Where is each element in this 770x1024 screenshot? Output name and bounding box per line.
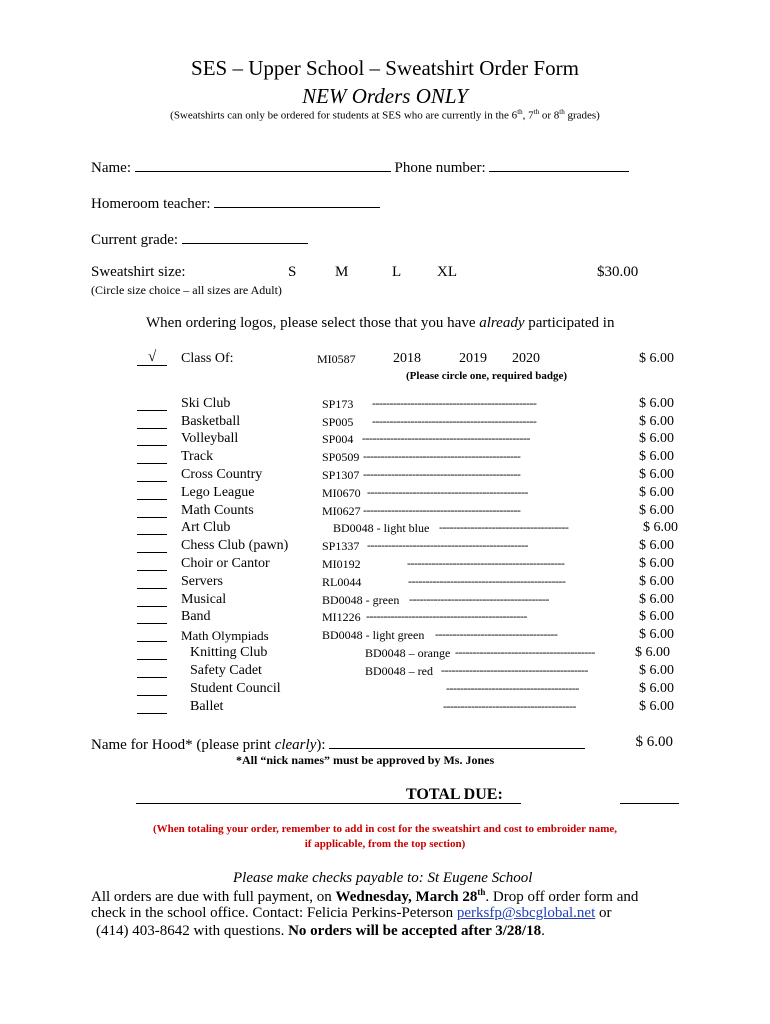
logo-price: $ 6.00 (635, 645, 670, 660)
size-label: Sweatshirt size: (91, 264, 186, 280)
logo-code: SP173 (322, 397, 354, 411)
logo-leader: ---------------------------------------- (409, 592, 549, 606)
logo-row-musical (0, 592, 770, 610)
form-subtitle: NEW Orders ONLY (302, 84, 468, 108)
logo-code: SP1307 (322, 468, 360, 482)
logo-row-volleyball (0, 431, 770, 449)
logo-name: Art Club (181, 520, 231, 535)
name-field (91, 157, 629, 177)
logo-row-track (0, 449, 770, 467)
size-price: $30.00 (597, 264, 639, 280)
logo-row-lego-league (0, 485, 770, 503)
phone-blank[interactable] (489, 157, 629, 172)
form-title: SES – Upper School – Sweatshirt Order Form (191, 56, 579, 80)
logo-leader: -------------------------------------- (443, 699, 576, 713)
logo-price: $ 6.00 (639, 538, 674, 553)
logo-checkbox[interactable] (137, 481, 167, 482)
logo-code: SP004 (322, 432, 354, 446)
logo-price: $ 6.00 (639, 396, 674, 411)
size-option-s[interactable]: S (288, 264, 297, 280)
hood-price: $ 6.00 (635, 734, 673, 750)
logo-checkbox[interactable] (137, 677, 167, 678)
contact-line: check in the school office. Contact: Felicia Perkins-Peterson perksfp@sbcglobal.net or (91, 905, 612, 921)
logo-code: BD0048 - green (322, 593, 400, 607)
logo-row-servers (0, 574, 770, 592)
logo-row-safety-cadet (0, 663, 770, 681)
logo-name: Volleyball (181, 431, 239, 446)
logo-name: Choir or Cantor (181, 556, 270, 571)
logo-name: Student Council (190, 681, 281, 696)
logo-code: SP0509 (322, 450, 360, 464)
logo-name: Ballet (190, 699, 224, 714)
logo-row-cross-country (0, 467, 770, 485)
class-of-code: MI0587 (317, 352, 356, 366)
size-option-l[interactable]: L (392, 264, 402, 280)
logo-leader: --------------------------------------------- (407, 556, 565, 570)
logo-price: $ 6.00 (639, 503, 674, 518)
logo-checkbox[interactable] (137, 428, 167, 429)
total-label: TOTAL DUE: (406, 786, 503, 803)
due-date-line: All orders are due with full payment, on Wednesday, March 28th. Drop off order form and (91, 887, 639, 905)
logo-name: Ski Club (181, 396, 231, 411)
logo-checkbox[interactable] (137, 570, 167, 571)
logo-leader: ----------------------------------------------- (372, 396, 537, 410)
logo-checkbox[interactable] (137, 588, 167, 589)
homeroom-field (91, 193, 380, 213)
class-year-2020[interactable]: 2020 (512, 351, 540, 366)
logo-checkbox[interactable] (137, 659, 167, 660)
logo-checkbox[interactable] (137, 410, 167, 411)
class-of-note: (Please circle one, required badge) (406, 370, 567, 382)
logo-name: Knitting Club (190, 645, 268, 660)
hood-note: *All “nick names” must be approved by Ms. Jones (236, 753, 495, 767)
logo-name: Math Olympiads (181, 628, 269, 643)
logo-checkbox[interactable] (137, 499, 167, 500)
total-reminder-2: if applicable, from the top section) (304, 838, 466, 850)
logo-price: $ 6.00 (639, 663, 674, 678)
name-blank[interactable] (135, 157, 391, 172)
logo-name: Cross Country (181, 467, 263, 482)
logo-name: Track (181, 449, 214, 464)
check-mark-icon: √ (148, 349, 157, 365)
logo-code: SP005 (322, 415, 354, 429)
logo-leader: ------------------------------------------ (441, 663, 588, 677)
logo-price: $ 6.00 (639, 414, 674, 429)
homeroom-blank[interactable] (214, 193, 380, 208)
logo-checkbox[interactable] (137, 606, 167, 607)
class-year-2019[interactable]: 2019 (459, 351, 487, 366)
logo-name: Musical (181, 592, 227, 607)
size-note: (Circle size choice – all sizes are Adult) (91, 283, 282, 297)
logo-name: Basketball (181, 414, 241, 429)
logo-leader: --------------------------------------------- (363, 467, 521, 481)
class-of-price: $ 6.00 (639, 351, 674, 366)
logo-checkbox[interactable] (137, 623, 167, 624)
logo-leader: ----------------------------------- (435, 627, 558, 641)
logo-leader: ---------------------------------------------- (366, 609, 527, 623)
logo-row-student-council (0, 681, 770, 699)
logo-name: Band (181, 609, 211, 624)
logo-code: RL0044 (322, 575, 362, 589)
logo-price: $ 6.00 (639, 485, 674, 500)
logo-code: SP1337 (322, 539, 360, 553)
logo-code: BD0048 - light green (322, 628, 425, 642)
contact-email-link[interactable]: perksfp@sbcglobal.net (456, 905, 596, 921)
logo-price: $ 6.00 (639, 681, 674, 696)
logo-price: $ 6.00 (639, 467, 674, 482)
logo-price: $ 6.00 (639, 592, 674, 607)
logo-checkbox[interactable] (137, 713, 167, 714)
total-reminder-1: (When totaling your order, remember to add in cost for the sweatshirt and cost to embroider name, (152, 823, 617, 835)
logo-leader: ------------------------------------- (439, 520, 569, 534)
deadline-line: (414) 403-8642 with questions. No orders will be accepted after 3/28/18. (96, 923, 545, 939)
logo-name: Servers (181, 574, 223, 589)
logo-row-math-counts (0, 503, 770, 521)
logo-price: $ 6.00 (643, 520, 678, 535)
class-of-label: Class Of: (181, 351, 234, 366)
eligibility-note: (Sweatshirts can only be ordered for students at SES who are currently in the 6th, 7th or 8th grades) (170, 108, 600, 122)
logo-leader: ---------------------------------------- (455, 645, 595, 659)
logo-leader: --------------------------------------------- (408, 574, 566, 588)
total-amount-blank[interactable] (620, 803, 679, 804)
logo-row-basketball (0, 414, 770, 432)
homeroom-label: Homeroom teacher: (91, 196, 211, 212)
logo-checkbox[interactable] (137, 534, 167, 535)
hood-name-blank[interactable] (329, 734, 585, 749)
logo-leader: -------------------------------------- (446, 681, 579, 695)
logo-code: MI0192 (322, 557, 361, 571)
logo-code: BD0048 – orange (365, 646, 451, 660)
logo-price: $ 6.00 (639, 431, 674, 446)
class-year-2018[interactable]: 2018 (393, 351, 421, 366)
logo-name: Lego League (181, 485, 255, 500)
logo-name: Safety Cadet (190, 663, 262, 678)
logo-price: $ 6.00 (639, 449, 674, 464)
logo-leader: --------------------------------------------- (363, 449, 521, 463)
grade-label: Current grade: (91, 232, 179, 248)
logo-row-choir-or-cantor (0, 556, 770, 574)
logo-row-band (0, 609, 770, 627)
logo-name: Chess Club (pawn) (181, 538, 289, 553)
logo-row-ski-club (0, 396, 770, 414)
logo-checkbox[interactable] (137, 695, 167, 696)
grade-field (91, 229, 308, 249)
logo-checkbox[interactable] (137, 463, 167, 464)
logo-price: $ 6.00 (639, 556, 674, 571)
size-option-xl[interactable]: XL (437, 264, 457, 280)
logo-leader: ----------------------------------------------- (372, 414, 537, 428)
logo-code: MI0627 (322, 504, 361, 518)
logo-checkbox[interactable] (137, 517, 167, 518)
logo-checkbox[interactable] (137, 641, 167, 642)
logo-price: $ 6.00 (639, 574, 674, 589)
logo-checkbox[interactable] (137, 552, 167, 553)
logo-row-art-club (0, 520, 770, 538)
logo-row-ballet (0, 699, 770, 717)
logo-name: Math Counts (181, 503, 254, 518)
logo-leader: ---------------------------------------------- (367, 538, 528, 552)
logos-intro: When ordering logos, please select those that you have already participated in (146, 315, 615, 331)
logo-row-math-olympiads (0, 627, 770, 645)
logo-leader: ---------------------------------------------- (367, 485, 528, 499)
logo-code: BD0048 – red (365, 664, 433, 678)
size-option-m[interactable]: M (335, 264, 349, 280)
phone-label: Phone number: (394, 160, 486, 176)
hood-field (91, 734, 585, 754)
logo-checkbox[interactable] (137, 445, 167, 446)
hood-label: Name for Hood* (please print clearly): (91, 737, 326, 753)
logo-code: MI0670 (322, 486, 361, 500)
logo-code: BD0048 - light blue (333, 521, 430, 535)
name-label: Name: (91, 160, 131, 176)
logo-row-chess-club (0, 538, 770, 556)
logo-price: $ 6.00 (639, 699, 674, 714)
logo-code: MI1226 (322, 610, 361, 624)
logo-row-knitting-club (0, 645, 770, 663)
checks-payable-note: Please make checks payable to: St Eugene School (233, 870, 533, 886)
logo-price: $ 6.00 (639, 627, 674, 642)
logo-leader: --------------------------------------------- (363, 503, 521, 517)
logo-leader: ------------------------------------------------ (362, 431, 530, 445)
class-of-row (0, 351, 770, 369)
grade-blank[interactable] (182, 229, 308, 244)
logo-price: $ 6.00 (639, 609, 674, 624)
